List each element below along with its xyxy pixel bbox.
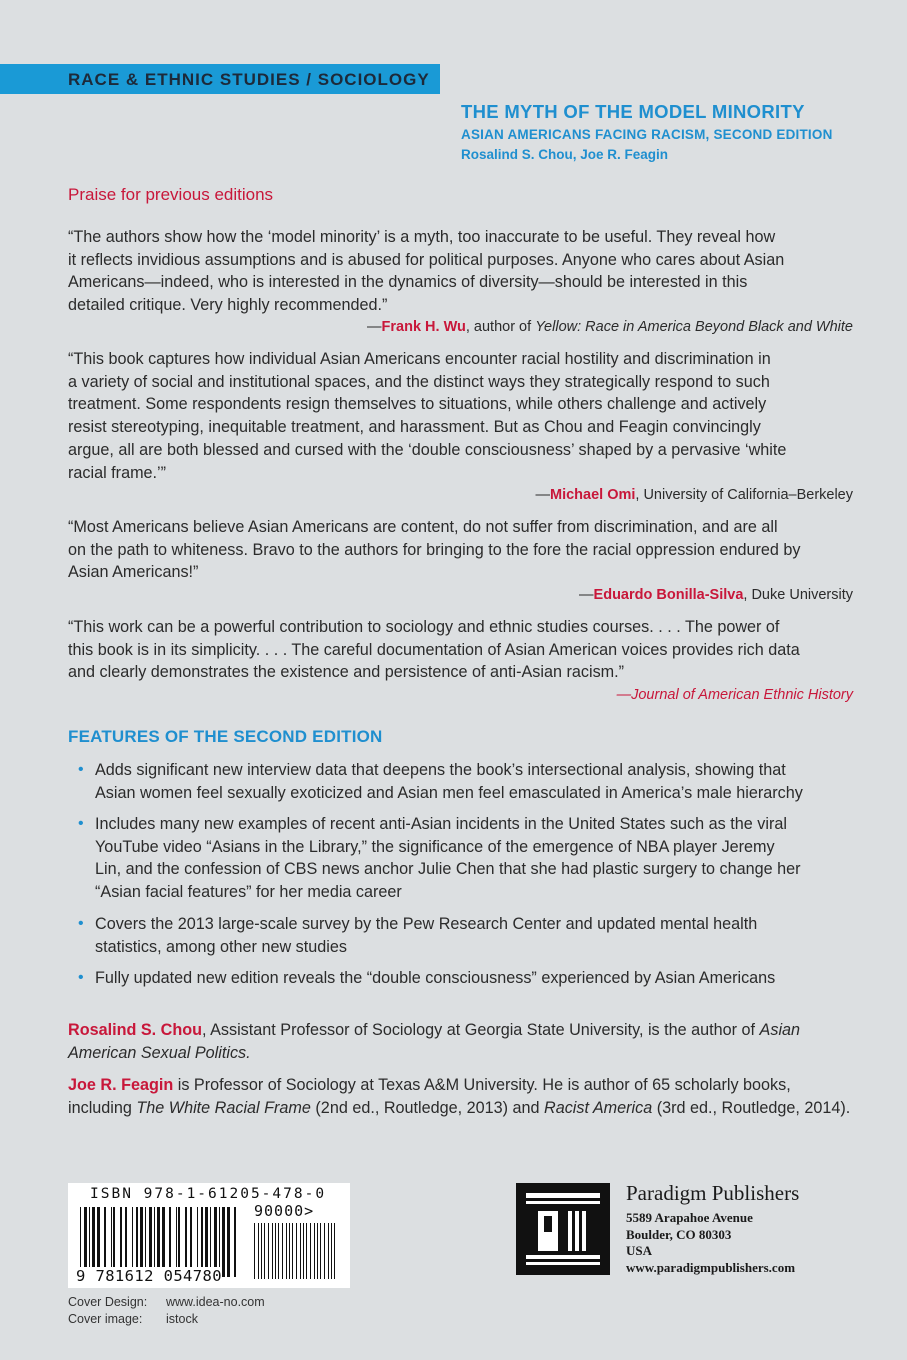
feature-item-3 <box>78 913 865 958</box>
praise-quote-1 <box>68 226 858 317</box>
praise-quote-4 <box>68 616 858 684</box>
quote-line: argue, all are both blessed and cursed with the ‘double consciousness’ shaped by a pervasive ‘white <box>68 440 787 459</box>
quote-attribution-4 <box>617 687 853 703</box>
credit-row <box>68 1311 265 1328</box>
bullet-icon: • <box>78 915 84 932</box>
praise-quote-2 <box>68 348 858 484</box>
credit-label: Cover Design: <box>68 1295 148 1309</box>
barcode-bar <box>275 1223 276 1279</box>
attr-dash: — <box>535 487 550 503</box>
category-label: RACE & ETHNIC STUDIES / SOCIOLOGY <box>68 70 430 89</box>
quote-line: detailed critique. Very highly recommended.” <box>68 296 388 315</box>
publisher-website: www.paradigmpublishers.com <box>626 1259 796 1275</box>
publisher-logo-icon <box>516 1183 610 1275</box>
credit-label: Cover image: <box>68 1311 143 1326</box>
quote-line: Americans—indeed, who is interested in the dynamics of diversity—should be interested in this <box>68 273 748 292</box>
praise-heading: Praise for previous editions <box>68 185 274 204</box>
bullet-icon: • <box>78 761 84 778</box>
feature-line: statistics, among other new studies <box>95 937 347 956</box>
quote-line: resist stereotyping, inequitable treatment, and harassment. But as Chou and Feagin convincingly <box>68 418 761 437</box>
ean-digits: 9 781612 054780 <box>76 1267 222 1285</box>
feature-line: Fully updated new edition reveals the “double consciousness” experienced by Asian Americans <box>95 969 776 987</box>
credit-row <box>68 1294 265 1311</box>
quote-line: racial frame.’” <box>68 463 167 482</box>
attr-name: Eduardo Bonilla-Silva <box>593 587 744 603</box>
barcode-bar <box>320 1223 321 1279</box>
barcode-bar <box>261 1223 262 1279</box>
barcode-box <box>68 1183 350 1288</box>
attr-dash: — <box>367 319 382 335</box>
quote-line: “This book captures how individual Asian Americans encounter racial hostility and discrimination in <box>68 350 771 368</box>
barcode-bar <box>317 1223 318 1279</box>
bio-book: Asian American Sexual Politics. <box>68 1021 801 1062</box>
barcode-bar <box>268 1223 269 1279</box>
barcode-bar <box>234 1207 236 1277</box>
credit-value: istock <box>166 1311 198 1326</box>
bullet-icon: • <box>78 815 84 832</box>
barcode-bar <box>314 1223 315 1279</box>
book-subtitle: ASIAN AMERICANS FACING RACISM, SECOND EDITION <box>461 127 833 142</box>
attr-name: Frank H. Wu <box>381 319 466 335</box>
feature-line: “Asian facial features” for her media career <box>95 883 402 902</box>
barcode-bar <box>306 1223 307 1279</box>
bio-text: , Assistant Professor of Sociology at Georgia State University, is the author of <box>202 1021 760 1039</box>
barcode-bar <box>310 1223 311 1279</box>
attr-sep: , author of <box>465 319 536 335</box>
barcode-bar <box>300 1223 301 1279</box>
attr-dash: — <box>579 587 594 603</box>
quote-line: “This work can be a powerful contribution to sociology and ethnic studies courses. . . . The power of <box>68 618 780 636</box>
addon-barcode <box>254 1223 340 1279</box>
bio-name: Joe R. Feagin <box>68 1076 174 1094</box>
quote-line: “The authors show how the ‘model minority’ is a myth, too inaccurate to be useful. They reveal how <box>68 228 776 246</box>
cover-credits <box>68 1294 265 1327</box>
bullet-icon: • <box>78 969 84 986</box>
credit-value: www.idea-no.com <box>166 1295 265 1309</box>
attr-dash: — <box>616 687 632 703</box>
feature-item-4 <box>78 967 865 990</box>
quote-line: it reflects invidious assumptions and is abused for political purposes. Anyone who cares about Asian <box>68 250 785 269</box>
quote-line: a variety of social and institutional spaces, and the distinct ways they strategically respond to such <box>68 372 770 391</box>
author-bio-feagin <box>68 1074 858 1119</box>
barcode-bar <box>296 1223 297 1279</box>
barcode-bar <box>286 1223 287 1279</box>
quote-line: treatment. Some respondents resign themselves to situations, while others challenge and actively <box>68 395 767 414</box>
quote-line: on the path to whiteness. Bravo to the authors for bringing to the fore the racial oppression endured by <box>68 540 801 559</box>
attr-name: Michael Omi <box>549 487 636 503</box>
barcode-bar <box>303 1223 304 1279</box>
praise-quote-3 <box>68 516 858 584</box>
quote-line: Asian Americans!” <box>68 563 199 582</box>
publisher-address <box>626 1210 795 1276</box>
quote-attribution-2 <box>535 487 853 503</box>
feature-item-1 <box>78 759 865 804</box>
bio-text: is Professor of Sociology at Texas A&M University. He is author of 65 scholarly books, including <box>68 1076 791 1117</box>
barcode-bar <box>282 1223 283 1279</box>
barcode-bar <box>331 1223 332 1279</box>
address-line: Boulder, CO 80303 <box>626 1226 732 1242</box>
features-heading: FEATURES OF THE SECOND EDITION <box>68 727 383 746</box>
book-title: THE MYTH OF THE MODEL MINORITY <box>461 101 805 122</box>
barcode-bar <box>222 1207 225 1277</box>
feature-item-2 <box>78 813 865 904</box>
barcode-bar <box>334 1223 335 1279</box>
feature-line: Adds significant new interview data that deepens the book’s intersectional analysis, showing that <box>95 761 786 779</box>
barcode-bar <box>289 1223 290 1279</box>
quote-attribution-1 <box>367 319 853 335</box>
barcode-bar <box>328 1223 329 1279</box>
feature-line: Includes many new examples of recent anti-Asian incidents in the United States such as the viral <box>95 815 787 833</box>
attr-source: Journal of American Ethnic History <box>631 687 853 703</box>
quote-line: and clearly demonstrates the existence and persistence of anti-Asian racism.” <box>68 663 625 682</box>
bio-book: The White Racial Frame <box>136 1098 311 1117</box>
barcode-bar <box>292 1223 293 1279</box>
feature-line: YouTube video “Asians in the Library,” the significance of the emergence of NBA player Jeremy <box>95 837 775 856</box>
quote-attribution-3 <box>579 587 853 603</box>
title-block <box>461 101 833 162</box>
bio-text: (2nd ed., Routledge, 2013) and <box>310 1098 545 1117</box>
barcode-bar <box>258 1223 259 1279</box>
barcode-bar <box>254 1223 255 1279</box>
author-bio-chou <box>68 1019 858 1064</box>
bio-name: Rosalind S. Chou <box>68 1021 202 1039</box>
feature-line: Asian women feel sexually exoticized and Asian men feel emasculated in America’s male hierarchy <box>95 783 803 802</box>
bio-text: (3rd ed., Routledge, 2014). <box>652 1098 851 1117</box>
barcode-bar <box>272 1223 273 1279</box>
isbn-label: ISBN 978-1-61205-478-0 <box>90 1186 327 1202</box>
quote-line: “Most Americans believe Asian Americans are content, do not suffer from discrimination, and are all <box>68 518 778 536</box>
attr-book: Yellow: Race in America Beyond Black and White <box>535 319 853 335</box>
book-authors: Rosalind S. Chou, Joe R. Feagin <box>461 147 669 162</box>
price-code: 90000> <box>254 1202 315 1220</box>
barcode-bar <box>264 1223 265 1279</box>
barcode-bar <box>324 1223 325 1279</box>
bio-book: Racist America <box>544 1098 653 1117</box>
address-line: USA <box>626 1243 653 1258</box>
feature-line: Lin, and the confession of CBS news anchor Julie Chen that she had plastic surgery to change her <box>95 860 801 879</box>
publisher-name: Paradigm Publishers <box>626 1181 800 1205</box>
quote-line: this book is in its simplicity. . . . The careful documentation of Asian American voices provides rich data <box>68 640 800 659</box>
address-line: 5589 Arapahoe Avenue <box>626 1210 753 1225</box>
barcode-bar <box>278 1223 279 1279</box>
attr-affiliation: , University of California–Berkeley <box>635 487 853 503</box>
feature-line: Covers the 2013 large-scale survey by the Pew Research Center and updated mental health <box>95 915 758 933</box>
attr-affiliation: , Duke University <box>743 587 853 603</box>
barcode-bar <box>227 1207 230 1277</box>
